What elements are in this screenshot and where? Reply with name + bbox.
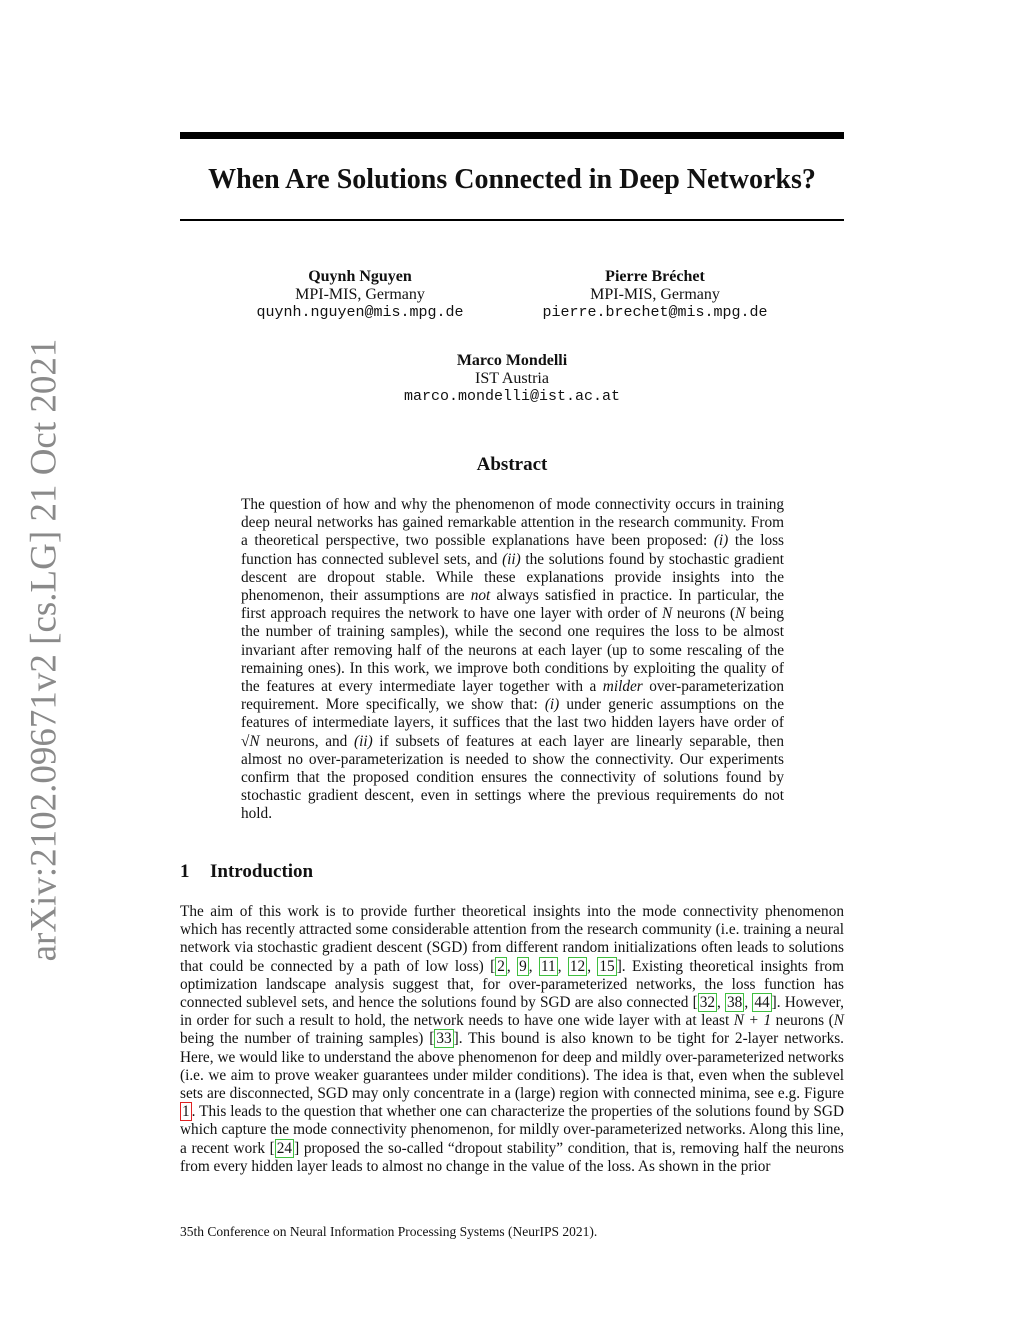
- title-rule-bottom: [180, 219, 844, 221]
- math-N: N: [735, 605, 746, 623]
- author-affiliation: MPI-MIS, Germany: [590, 286, 720, 303]
- citation-link[interactable]: 33: [436, 1030, 452, 1048]
- abstract-body: The question of how and why the phenomenon of mode connectivity occurs in training deep neural networks has gained remarkable attention in the research community. From a theoretical perspective, two possible explanations have been proposed: (i) the loss function has connected sublevel sets, and (ii) the solutions found by stochastic gradient descent are dropout stable. While these explanations provide insights into the phenomenon, their assumptions are not always satisfied in practice. In particular, the first approach requires the network to have one layer with order of N neurons (N being the number of training samples), while the second one requires the loss to be almost invariant after removing half of the neurons at each layer (up to some rescaling of the remaining ones). In this work, we improve both conditions by exploiting the quality of the features at every intermediate layer together with a milder over-parameterization requirement. More specifically, we show that: (i) under generic assumptions on the features of intermediate layers, it suffices that the last two hidden layers have order of √N neurons, and (ii) if subsets of features at each layer are linearly separable, then almost no over-parameterization is needed to show the connectivity. Our experiments confirm that the proposed condition ensures the connectivity of solutions found by stochastic gradient descent, even in settings where the previous requirements do not hold.: [241, 496, 785, 823]
- figure-link[interactable]: 1: [182, 1103, 190, 1121]
- author-block-2: [535, 268, 775, 322]
- citation-link[interactable]: 12: [569, 957, 586, 975]
- author-email[interactable]: quynh.nguyen@mis.mpg.de: [256, 304, 464, 321]
- math-sqrt-N: √N: [241, 732, 260, 750]
- section-title: Introduction: [210, 861, 314, 882]
- author-affiliation: IST Austria: [475, 370, 549, 387]
- title-rule-top: [180, 132, 844, 139]
- author-block-1: [240, 268, 480, 322]
- introduction-body: The aim of this work is to provide further theoretical insights into the mode connectivity phenomenon which has recently attracted some considerable attention from the research community (i.e. training a neural network via stochastic gradient descent (SGD) from different random initializations often leads to solutions that could be connected by a path of low loss) [ 2 , 9 , 11 , 12 , 15 ]. Existing theoretical insights from optimization landscape analysis suggest that, for over-parameterized networks, the loss function has connected sublevel sets, and hence the solutions found by SGD are also connected [ 32 , 38 , 44 ]. However, in order for such a result to hold, the network needs to have one wide layer with at least N + 1 neurons (N being the number of training samples) [ 33 ]. This bound is also known to be tight for 2-layer networks. Here, we would like to understand the above phenomenon for deep and mildly over-parameterized networks (i.e. we aim to prove weaker guarantees under milder conditions). The idea is that, even when the sublevel sets are disconnected, SGD may only concentrate in a (large) region with connected minima, see e.g. Figure 1 . This leads to the question that whether one can characterize the properties of the solutions found by SGD which capture the mode connectivity phenomenon, for mildly over-parameterized networks. Along this line, a recent work [ 24 ] proposed the so-called “dropout stability” condition, that is, removing half the neurons from every hidden layer leads to almost no change in the value of the loss. As shown in the prior: [180, 903, 845, 1175]
- citation-link[interactable]: 11: [540, 957, 556, 975]
- math-N-plus-1: N + 1: [733, 1012, 772, 1030]
- citation-link[interactable]: 15: [599, 957, 615, 975]
- author-affiliation: MPI-MIS, Germany: [295, 286, 425, 303]
- author-email[interactable]: marco.mondelli@ist.ac.at: [403, 388, 621, 405]
- conference-footer: 35th Conference on Neural Information Processing Systems (NeurIPS 2021).: [180, 1224, 598, 1239]
- math-N: N: [833, 1012, 844, 1030]
- author-name: Quynh Nguyen: [308, 268, 412, 285]
- citation-link[interactable]: 38: [727, 994, 743, 1012]
- abstract-heading: Abstract: [476, 454, 548, 475]
- section-heading: [180, 860, 313, 884]
- author-name: Pierre Bréchet: [605, 268, 705, 285]
- section-number: 1: [180, 861, 190, 882]
- citation-link[interactable]: 9: [519, 957, 527, 975]
- citation-link[interactable]: 44: [754, 994, 770, 1012]
- author-email[interactable]: pierre.brechet@mis.mpg.de: [542, 304, 768, 321]
- citation-link[interactable]: 24: [276, 1139, 293, 1157]
- paper-title: When Are Solutions Connected in Deep Networks?: [208, 164, 816, 195]
- arxiv-identifier: arXiv:2102.09671v2 [cs.LG] 21 Oct 2021: [23, 338, 65, 962]
- author-block-3: [392, 352, 632, 406]
- author-name: Marco Mondelli: [456, 352, 568, 369]
- citation-link[interactable]: 2: [497, 957, 505, 975]
- citation-link[interactable]: 32: [699, 994, 716, 1012]
- math-N: N: [661, 605, 673, 623]
